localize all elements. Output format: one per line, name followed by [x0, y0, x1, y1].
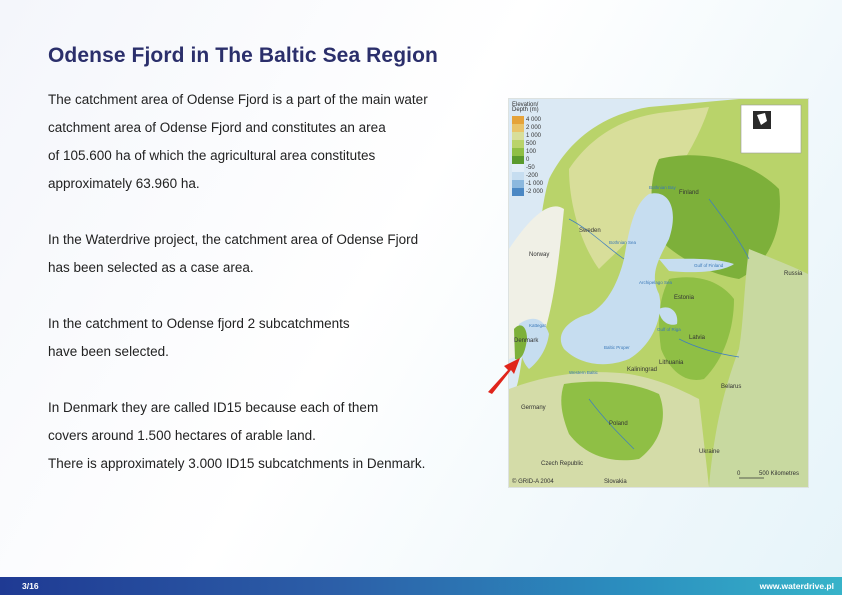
label-germany: Germany: [521, 405, 546, 411]
text-line: of 105.600 ha of which the agricultural area constitutes: [48, 148, 376, 163]
page-number: 3/16: [22, 581, 39, 591]
map-credit: © GRID-A 2004: [512, 479, 554, 485]
paragraph-waterdrive-project: [48, 226, 418, 282]
label-baltic-proper: Baltic Proper: [604, 345, 630, 350]
map-image: [509, 99, 808, 487]
label-czech-republic: Czech Republic: [541, 461, 584, 467]
legend-value: 4 000: [526, 117, 542, 123]
label-denmark: Denmark: [514, 338, 539, 344]
label-gulf-of-riga: Gulf of Riga: [657, 327, 681, 332]
text-line: There is approximately 3.000 ID15 subcatchments in Denmark.: [48, 456, 426, 471]
paragraph-catchment-area: [48, 86, 428, 198]
legend-value: -200: [526, 173, 539, 179]
label-slovakia: Slovakia: [604, 479, 627, 485]
label-estonia: Estonia: [674, 295, 695, 301]
paragraph-subcatchments: [48, 310, 350, 366]
label-bothnian-sea: Bothnian Sea: [609, 240, 637, 245]
label-lithuania: Lithuania: [659, 360, 684, 366]
legend-value: -2 000: [526, 189, 544, 195]
label-belarus: Belarus: [721, 384, 742, 390]
text-line: The catchment area of Odense Fjord is a part of the main water: [48, 92, 428, 107]
label-archipelago-sea: Archipelago Sea: [639, 280, 673, 285]
label-bothnian-bay: Bothnian Bay: [649, 185, 676, 190]
text-line: covers around 1.500 hectares of arable land.: [48, 428, 316, 443]
paragraph-id15: [48, 394, 425, 478]
page-title: Odense Fjord in The Baltic Sea Region: [48, 44, 438, 67]
map-legend: [512, 116, 524, 196]
baltic-sea-region-map: [508, 98, 809, 488]
label-ukraine: Ukraine: [699, 449, 720, 455]
label-sweden: Sweden: [579, 228, 601, 234]
label-latvia: Latvia: [689, 335, 706, 341]
website-link[interactable]: www.waterdrive.pl: [759, 581, 834, 591]
text-line: has been selected as a case area.: [48, 260, 254, 275]
label-gulf-of-finland: Gulf of Finland: [694, 263, 724, 268]
label-western-baltic: Western Baltic: [569, 370, 598, 375]
legend-value: 100: [526, 149, 537, 155]
svg-text:Depth (m): Depth (m): [512, 107, 539, 113]
legend-value: 1 000: [526, 133, 542, 139]
text-line: catchment area of Odense Fjord and constitutes an area: [48, 120, 386, 135]
label-russia: Russia: [784, 271, 803, 277]
text-line: In Denmark they are called ID15 because each of them: [48, 400, 379, 415]
text-line: In the Waterdrive project, the catchment area of Odense Fjord: [48, 232, 419, 247]
scale-max: 500 Kilometres: [759, 471, 800, 477]
scale-min: 0: [737, 471, 741, 477]
text-line: approximately 63.960 ha.: [48, 176, 200, 191]
red-pointer-arrow-icon: [484, 354, 524, 396]
page-footer: [0, 577, 842, 595]
label-norway: Norway: [529, 252, 550, 258]
svg-text:Elevation/: Elevation/: [512, 102, 539, 108]
legend-value: -50: [526, 165, 535, 171]
label-kaliningrad: Kaliningrad: [627, 367, 658, 373]
legend-value: 2 000: [526, 125, 542, 131]
label-finland: Finland: [679, 190, 699, 196]
label-kattegat: Kattegat: [529, 323, 546, 328]
legend-value: 0: [526, 157, 530, 163]
text-line: In the catchment to Odense fjord 2 subcatchments: [48, 316, 350, 331]
label-poland: Poland: [609, 421, 628, 427]
legend-value: 500: [526, 141, 537, 147]
text-line: have been selected.: [48, 344, 169, 359]
legend-value: -1 000: [526, 181, 544, 187]
